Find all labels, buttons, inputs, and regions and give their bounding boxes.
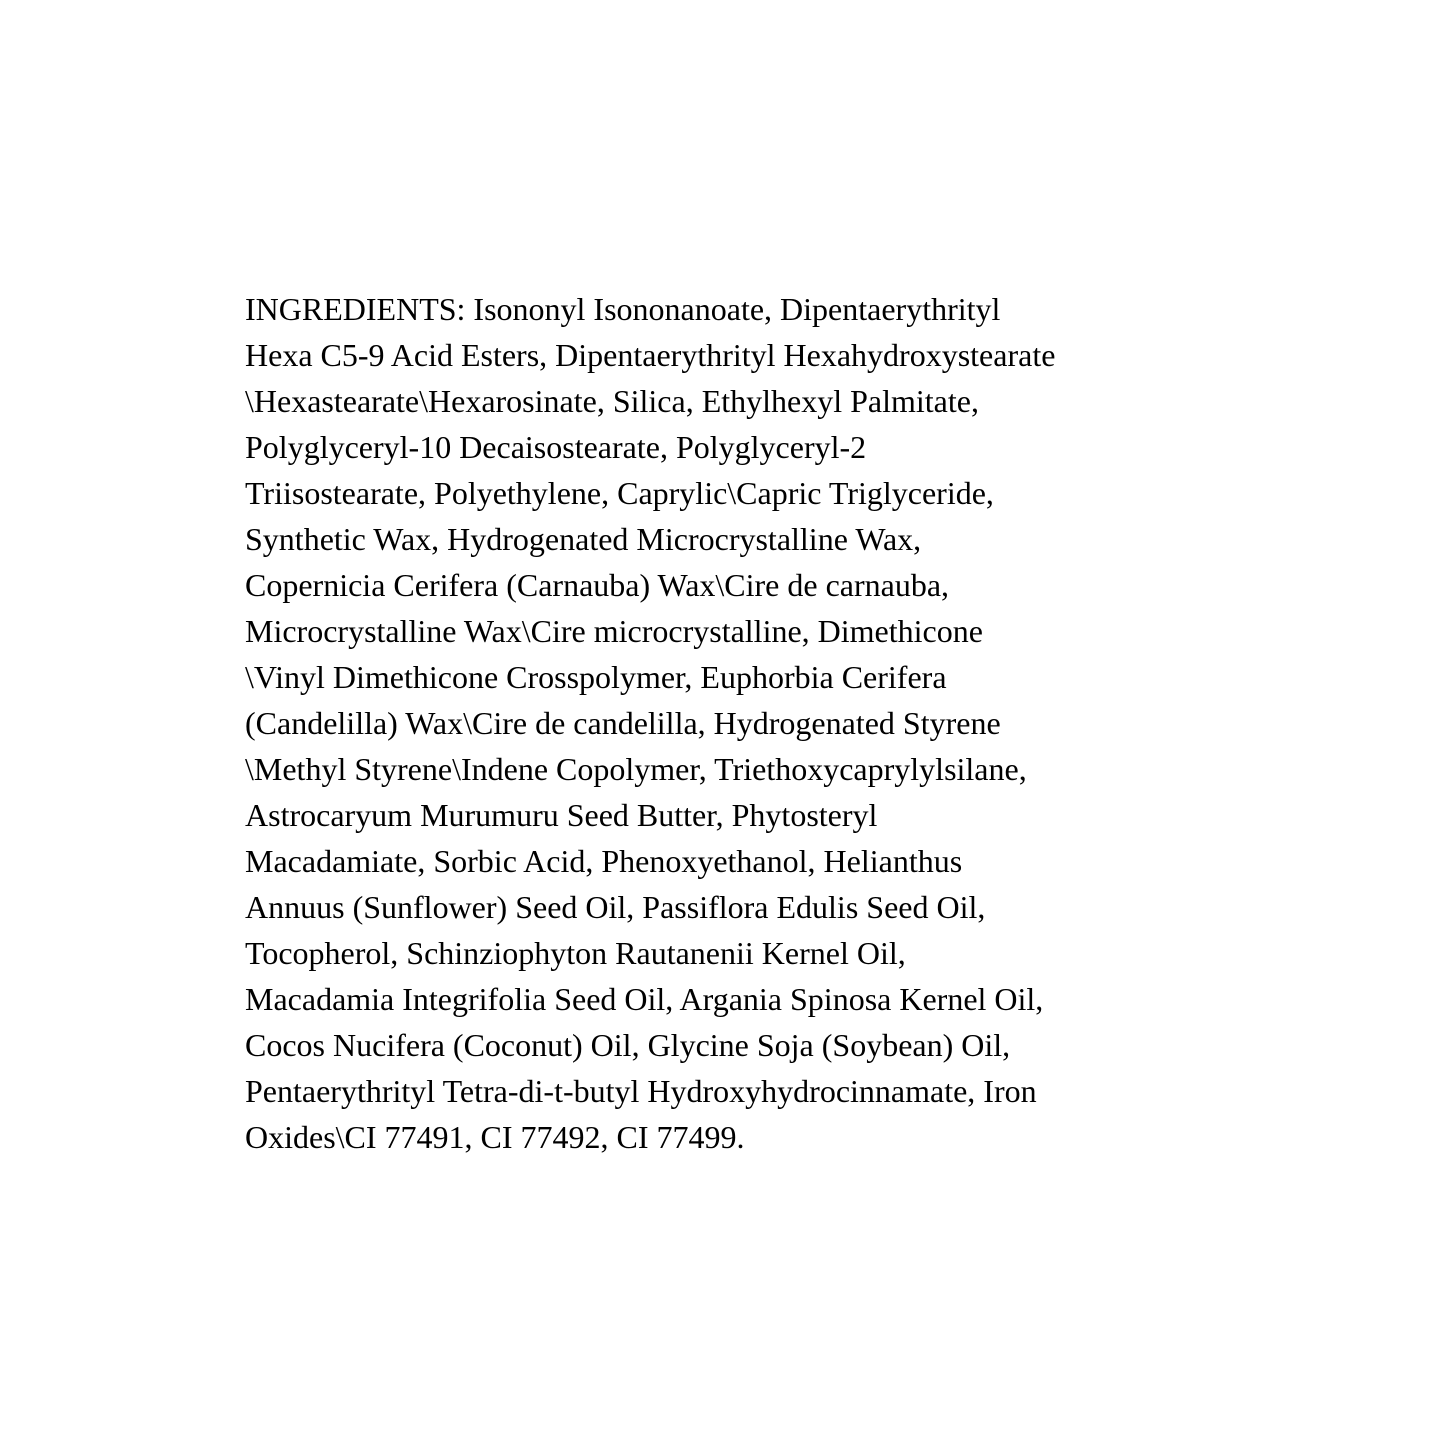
ingredients-line: Hexa C5-9 Acid Esters, Dipentaerythrityl Hexahydroxystearate	[245, 337, 1056, 373]
ingredients-line: Triisostearate, Polyethylene, Caprylic\Capric Triglyceride,	[245, 475, 994, 511]
ingredients-line: \Methyl Styrene\Indene Copolymer, Triethoxycaprylylsilane,	[245, 751, 1027, 787]
ingredients-line: Macadamiate, Sorbic Acid, Phenoxyethanol, Helianthus	[245, 843, 963, 879]
ingredients-line: Tocopherol, Schinziophyton Rautanenii Kernel Oil,	[245, 935, 906, 971]
ingredients-line: Annuus (Sunflower) Seed Oil, Passiflora Edulis Seed Oil,	[245, 889, 986, 925]
ingredients-line: Microcrystalline Wax\Cire microcrystalline, Dimethicone	[245, 613, 983, 649]
ingredients-line: Synthetic Wax, Hydrogenated Microcrystalline Wax,	[245, 521, 922, 557]
ingredients-line: Copernicia Cerifera (Carnauba) Wax\Cire de carnauba,	[245, 567, 950, 603]
ingredients-line: Pentaerythrityl Tetra-di-t-butyl Hydroxyhydrocinnamate, Iron	[245, 1073, 1037, 1109]
ingredients-line: \Vinyl Dimethicone Crosspolymer, Euphorbia Cerifera	[245, 659, 947, 695]
ingredients-line: Polyglyceryl-10 Decaisostearate, Polyglyceryl-2	[245, 429, 867, 465]
ingredients-text-block	[245, 286, 1245, 1160]
ingredients-line: (Candelilla) Wax\Cire de candelilla, Hydrogenated Styrene	[245, 705, 1001, 741]
ingredients-line: Oxides\CI 77491, CI 77492, CI 77499.	[245, 1119, 745, 1155]
ingredients-line: INGREDIENTS: Isononyl Isononanoate, Dipentaerythrityl	[245, 291, 1001, 327]
ingredients-line: Cocos Nucifera (Coconut) Oil, Glycine Soja (Soybean) Oil,	[245, 1027, 1011, 1063]
ingredients-line: Astrocaryum Murumuru Seed Butter, Phytosteryl	[245, 797, 878, 833]
ingredients-line: Macadamia Integrifolia Seed Oil, Argania Spinosa Kernel Oil,	[245, 981, 1044, 1017]
ingredients-line: \Hexastearate\Hexarosinate, Silica, Ethylhexyl Palmitate,	[245, 383, 979, 419]
